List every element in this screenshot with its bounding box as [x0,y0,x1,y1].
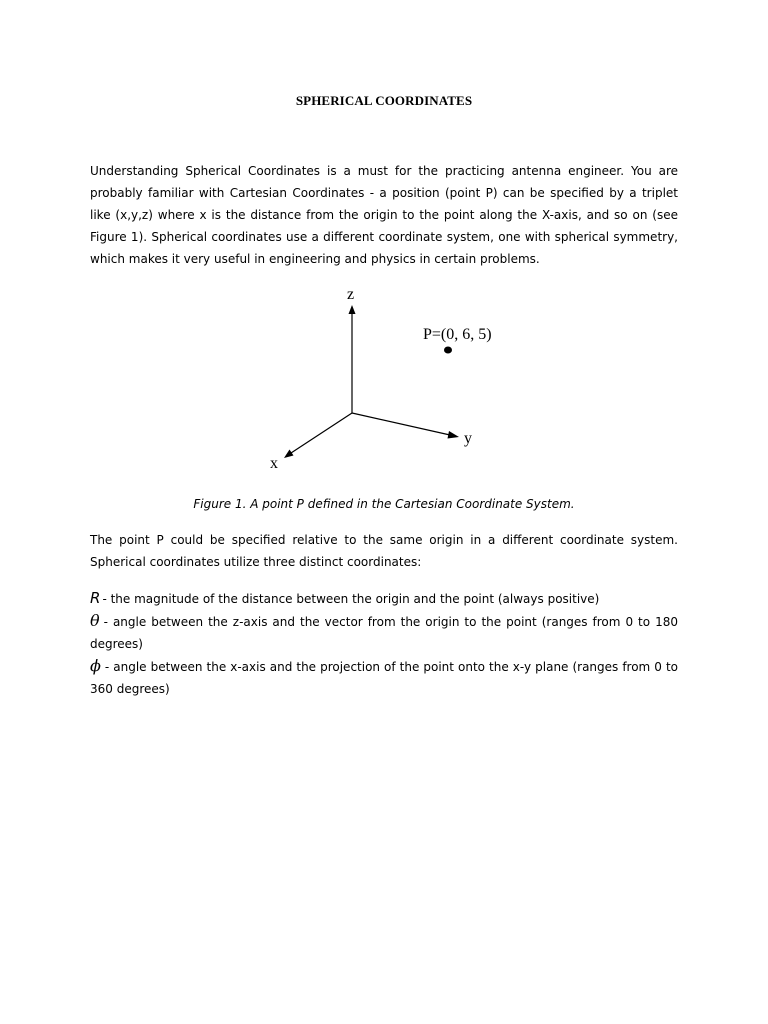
symbol-phi: ϕ [90,656,101,675]
y-axis-label: y [464,430,472,447]
second-paragraph: The point P could be specified relative to the same origin in a different coordinate system. Spherical coordinates utilize three distinct coordinates: [90,533,678,569]
intro-paragraph: Understanding Spherical Coordinates is a must for the practicing antenna engineer. You are probably familiar with Cartesian Coordinates - a position (point P) can be specified by a triplet like (x,y,z) where x is the distance from the origin to the point along the X-axis, and so on (see Figure 1). Spherical coordinates use a different coordinate system, one with spherical symmetry, which makes it very useful in engineering and physics in certain problems. [90,164,678,266]
definition-phi-text: - angle between the x-axis and the projection of the point onto the x-y plane (ranges from 0 to 360 degrees) [90,660,678,696]
x-axis-arrowhead [284,450,294,459]
point-p-marker [444,347,452,354]
z-axis-arrowhead [349,305,356,314]
definition-phi [90,655,678,700]
definition-theta [90,610,678,655]
cartesian-figure [250,280,530,480]
page-title: SPHERICAL COORDINATES [295,93,473,108]
z-axis-label: z [347,286,355,303]
symbol-r: R [90,589,101,607]
definition-theta-text: - angle between the z-axis and the vector from the origin to the point (ranges from 0 to 180 degrees) [90,615,678,651]
definition-r [90,587,678,610]
x-axis-line [291,413,352,453]
point-label: P=(0, 6, 5) [423,326,492,343]
cartesian-diagram [250,280,530,480]
y-axis-line [352,413,450,435]
y-axis-arrowhead [448,431,460,439]
symbol-theta: θ [90,611,100,630]
x-axis-label: x [270,455,278,472]
figure-caption: Figure 1. A point P defined in the Cartesian Coordinate System. [193,497,575,511]
definition-list [90,587,678,700]
definition-r-text: - the magnitude of the distance between the origin and the point (always positive) [102,592,600,606]
